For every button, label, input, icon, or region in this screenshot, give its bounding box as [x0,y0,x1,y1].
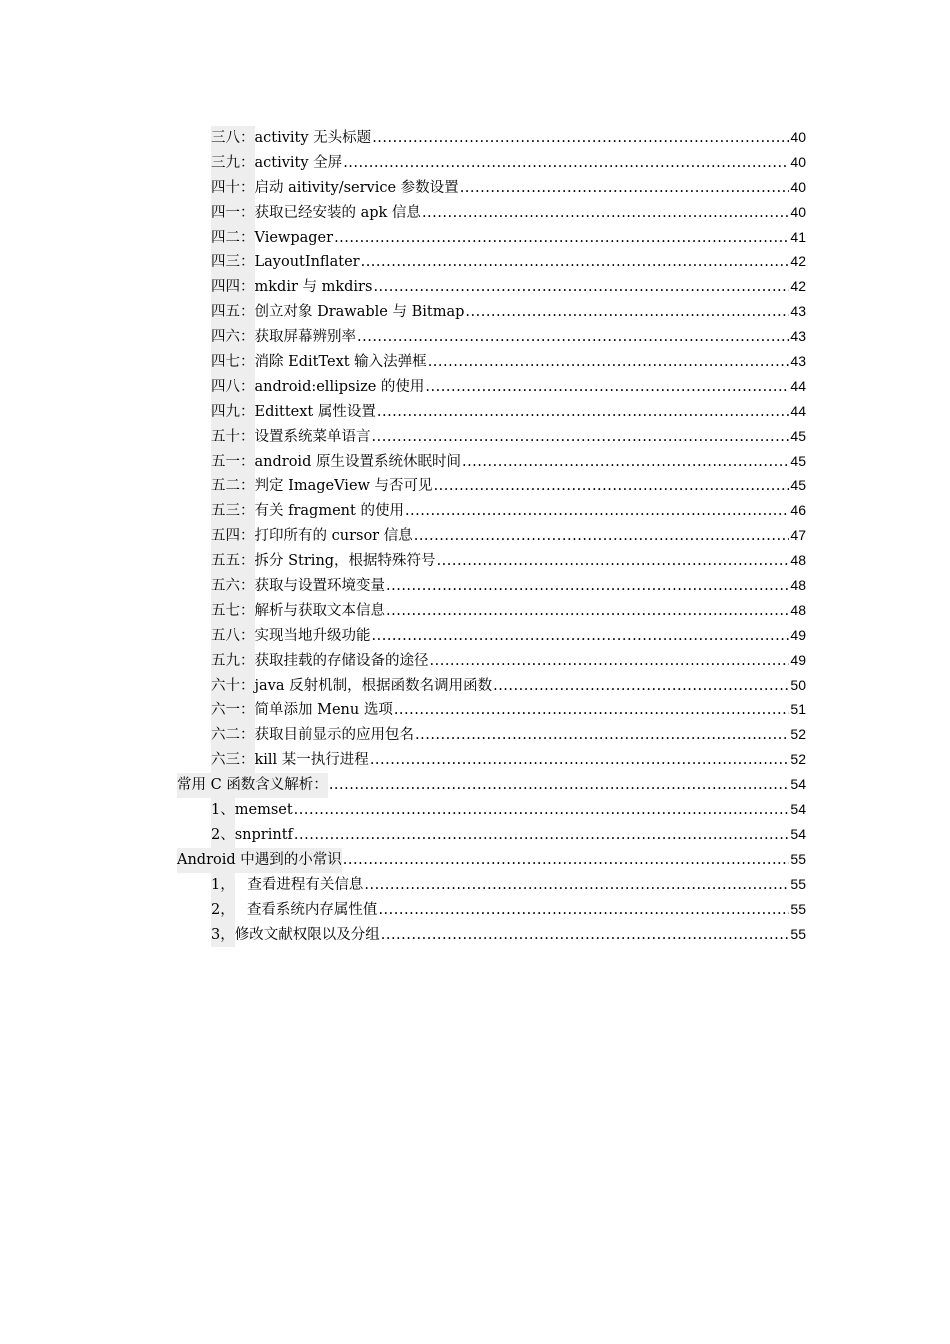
toc-entry-title: 获取目前显示的应用包名 [254,727,414,744]
toc-entry-number: 3， [211,923,235,948]
toc-entry[interactable] [0,299,950,324]
toc-entry[interactable] [0,797,950,822]
toc-entry-number: 四二： [211,226,255,251]
toc-entry[interactable] [0,449,950,474]
toc-entry-leader-dots [465,300,789,325]
toc-entry-leader-dots [343,848,790,873]
toc-entry-page-number: 49 [790,626,806,643]
toc-entry-title: Android 中遇到的小常识 [177,848,342,873]
toc-entry-title: 消除 EditText 输入法弹框 [254,354,427,371]
toc-entry[interactable] [0,697,950,722]
toc-entry-page-number: 49 [790,651,806,668]
toc-entry[interactable] [0,623,950,648]
toc-entry-leader-dots [462,450,789,475]
toc-entry-leader-dots [361,250,790,275]
toc-entry-number: 五二： [211,474,255,499]
table-of-contents [0,125,950,946]
toc-entry-title: 打印所有的 cursor 信息 [254,528,413,545]
toc-entry-title: mkdir 与 mkdirs [254,279,373,296]
toc-entry-number: 六十： [211,674,255,699]
toc-entry-page-number: 40 [790,203,806,220]
toc-entry-title: 有关 fragment 的使用 [254,503,404,520]
toc-entry-leader-dots [357,325,789,350]
toc-entry-number: 四六： [211,325,255,350]
toc-entry-title: 启动 aitivity/service 参数设置 [254,179,459,196]
toc-entry-title: 解析与获取文本信息 [254,602,385,619]
toc-entry-title: snprintf [234,826,293,843]
toc-entry-number: 1， [211,873,235,898]
toc-entry-page-number: 44 [790,377,806,394]
toc-entry-title: 创立对象 Drawable 与 Bitmap [254,304,465,321]
toc-entry-page-number: 47 [790,527,806,544]
toc-entry[interactable] [0,424,950,449]
toc-entry[interactable] [0,498,950,523]
toc-entry[interactable] [0,847,950,872]
toc-entry-page-number: 46 [790,502,806,519]
toc-entry-leader-dots [372,425,790,450]
toc-entry-title: java 反射机制，根据函数名调用函数 [254,677,493,694]
toc-entry[interactable] [0,648,950,673]
toc-entry-title: LayoutInflater [254,254,360,271]
toc-entry[interactable] [0,125,950,150]
toc-entry-leader-dots [434,474,790,499]
toc-entry-page-number: 45 [790,477,806,494]
toc-entry-title: Edittext 属性设置 [254,403,376,420]
toc-entry-leader-dots [425,375,789,400]
toc-entry-page-number: 42 [790,278,806,295]
toc-entry-title: kill 某一执行进程 [254,752,369,769]
toc-entry-number: 五一： [211,450,255,475]
toc-entry-title: 设置系统菜单语言 [254,428,371,445]
toc-entry-title: activity 无头标题 [254,130,372,146]
toc-entry[interactable] [0,872,950,897]
toc-entry-leader-dots [405,499,789,524]
toc-entry-leader-dots [370,748,790,773]
toc-entry[interactable] [0,747,950,772]
toc-entry-page-number: 54 [790,776,806,793]
toc-entry-title: 获取挂载的存储设备的途径 [254,652,429,669]
toc-entry-title: 获取与设置环境变量 [254,578,385,595]
toc-entry-leader-dots [386,574,789,599]
toc-entry-page-number: 48 [790,601,806,618]
toc-entry-leader-dots [334,226,789,251]
toc-entry-number: 五八： [211,624,255,649]
toc-entry-page-number: 55 [790,850,806,867]
toc-entry[interactable] [0,673,950,698]
toc-entry[interactable] [0,324,950,349]
toc-entry-title: android 原生设置系统休眠时间 [254,453,461,470]
toc-entry-title: 修改文献权限以及分组 [234,926,380,943]
toc-entry-number: 四十： [211,176,255,201]
toc-entry[interactable] [0,722,950,747]
toc-entry-title: activity 全屏 [254,154,343,171]
toc-entry-leader-dots [437,549,790,574]
toc-entry[interactable] [0,249,950,274]
toc-entry-leader-dots [294,823,790,848]
toc-entry-page-number: 54 [790,801,806,818]
toc-entry-page-number: 52 [790,751,806,768]
toc-entry-number: 五五： [211,549,255,574]
toc-entry[interactable] [0,523,950,548]
toc-entry-number: 2、 [211,823,235,848]
toc-entry-leader-dots [377,400,790,425]
toc-entry-title: Viewpager [254,229,334,246]
toc-entry-title: 实现当地升级功能 [254,627,371,644]
toc-entry[interactable] [0,150,950,175]
toc-entry[interactable] [0,274,950,299]
toc-entry-title: 判定 ImageView 与否可见 [254,478,433,495]
toc-entry-page-number: 45 [790,427,806,444]
toc-entry-number: 五三： [211,499,255,524]
toc-entry-title: 常用 C 函数含义解析： [177,773,328,798]
toc-entry-leader-dots [364,873,789,898]
toc-entry[interactable] [0,822,950,847]
toc-entry[interactable] [0,598,950,623]
toc-entry[interactable] [0,922,950,947]
toc-entry-title: memset [234,802,293,819]
toc-entry-number: 1、 [211,798,235,823]
toc-entry-leader-dots [422,201,789,226]
toc-entry-number: 四七： [211,350,255,375]
toc-entry[interactable] [0,573,950,598]
toc-entry-title: 获取屏幕辨别率 [254,329,356,346]
toc-entry[interactable] [0,225,950,250]
toc-entry-page-number: 51 [790,701,806,718]
toc-entry-title: android:ellipsize 的使用 [254,378,425,395]
toc-entry-number: 五九： [211,649,255,674]
toc-entry-leader-dots [343,151,789,176]
toc-entry[interactable] [0,200,950,225]
toc-entry-page-number: 41 [790,228,806,245]
toc-entry-leader-dots [372,624,790,649]
toc-entry-page-number: 43 [790,328,806,345]
toc-entry-page-number: 43 [790,353,806,370]
toc-entry-number: 四四： [211,275,255,300]
toc-entry-page-number: 48 [790,577,806,594]
toc-entry-leader-dots [415,723,789,748]
toc-entry-title: 查看进程有关信息 [247,876,364,893]
toc-entry-leader-dots [381,923,790,948]
toc-entry-number: 六二： [211,723,255,748]
toc-entry-leader-dots [493,674,789,699]
toc-entry-leader-dots [430,649,790,674]
toc-entry-page-number: 42 [790,253,806,270]
toc-entry-number: 六一： [211,698,255,723]
toc-entry-number: 四三： [211,250,255,275]
toc-entry[interactable] [0,374,950,399]
toc-entry-leader-dots [460,176,790,201]
toc-entry-leader-dots [386,599,789,624]
toc-entry-title: 查看系统内存属性值 [246,901,378,918]
toc-entry-leader-dots [372,126,789,151]
toc-entry-number: 五十： [211,425,255,450]
toc-entry-page-number: 55 [790,900,806,917]
toc-entry-number: 四八： [211,375,255,400]
toc-entry-page-number: 55 [790,875,806,892]
toc-entry-page-number: 40 [790,129,806,145]
toc-entry[interactable] [0,772,950,797]
toc-entry-title: 获取已经安装的 apk 信息 [254,204,421,221]
toc-entry-page-number: 40 [790,178,806,195]
toc-entry-page-number: 48 [790,552,806,569]
toc-entry-number: 六三： [211,748,255,773]
toc-entry-page-number: 40 [790,153,806,170]
toc-entry-page-number: 54 [790,825,806,842]
toc-entry-number: 五六： [211,574,255,599]
toc-entry[interactable] [0,473,950,498]
toc-entry[interactable] [0,349,950,374]
toc-entry[interactable] [0,175,950,200]
toc-entry-title: 简单添加 Menu 选项 [254,702,393,719]
toc-entry-number: 三八： [211,126,255,151]
toc-entry-title: 拆分 String，根据特殊符号 [254,553,436,570]
toc-entry-page-number: 55 [790,925,806,942]
toc-entry-number: 五七： [211,599,255,624]
toc-entry[interactable] [0,548,950,573]
toc-entry-leader-dots [414,524,790,549]
toc-entry-number: 四九： [211,400,255,425]
toc-entry-leader-dots [378,898,789,923]
toc-entry-number: 四一： [211,201,255,226]
toc-entry-number: 2， [211,898,235,923]
toc-entry-leader-dots [394,698,790,723]
toc-entry-number: 三九： [211,151,255,176]
toc-entry-number: 四五： [211,300,255,325]
toc-entry[interactable] [0,399,950,424]
toc-entry-number: 五四： [211,524,255,549]
toc-entry-leader-dots [373,275,789,300]
toc-entry[interactable] [0,897,950,922]
toc-entry-leader-dots [428,350,790,375]
toc-entry-page-number: 45 [790,452,806,469]
toc-entry-page-number: 44 [790,402,806,419]
toc-entry-leader-dots [294,798,790,823]
toc-entry-page-number: 43 [790,303,806,320]
toc-entry-page-number: 52 [790,726,806,743]
toc-entry-leader-dots [329,773,790,798]
toc-entry-page-number: 50 [790,676,806,693]
